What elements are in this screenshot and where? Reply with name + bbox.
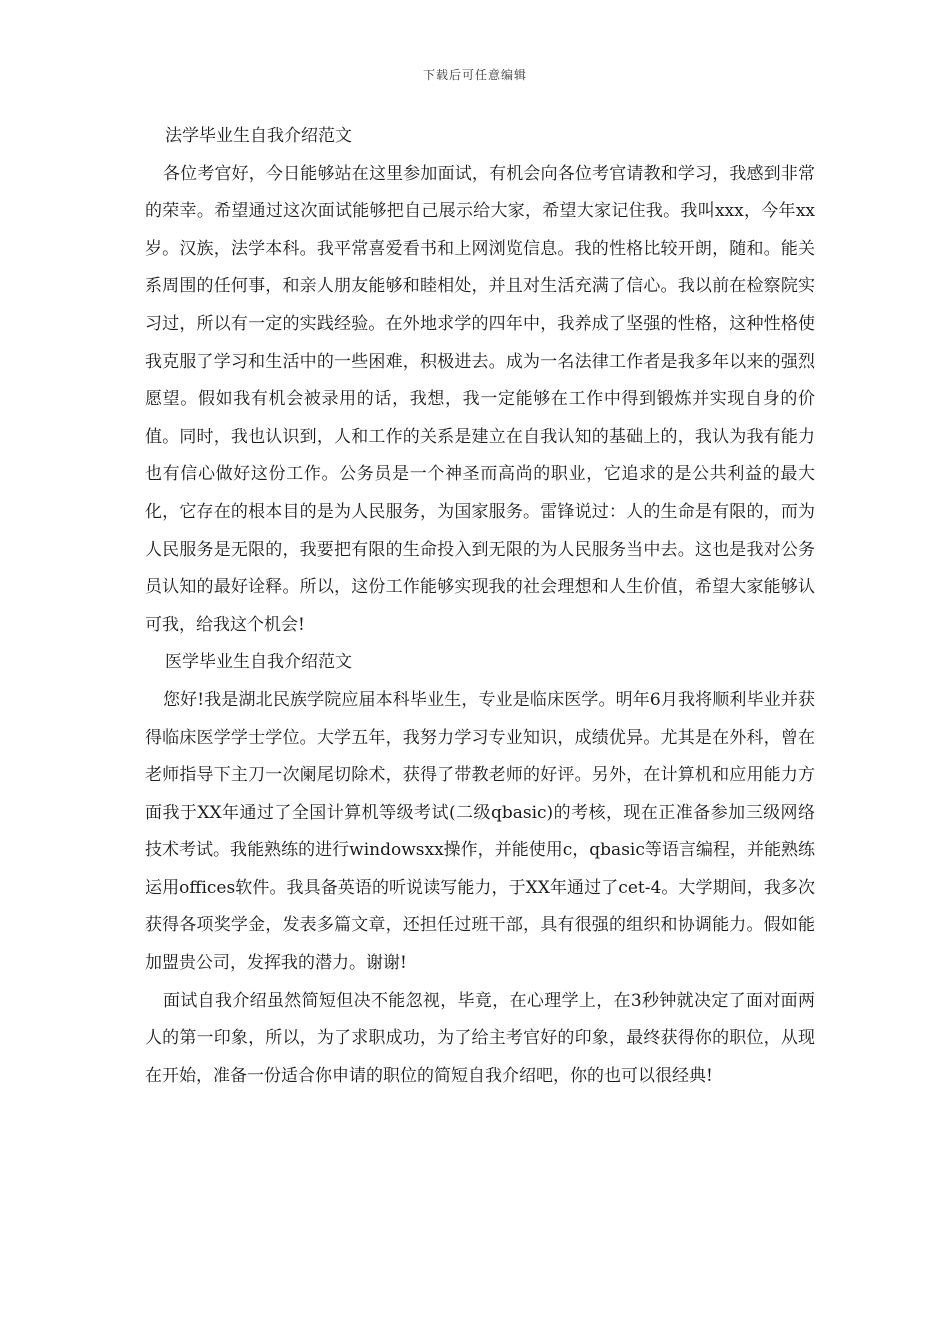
law-section-title: 法学毕业生自我介绍范文 (165, 126, 352, 146)
medical-section-title: 医学毕业生自我介绍范文 (165, 652, 352, 673)
closing-paragraph: 面试自我介绍虽然简短但决不能忽视，毕竟，在心理学上，在3秒钟就决定了面对面两人的第一印象，所以，为了求职成功，为了给主考官好的印象，最终获得你的职位，从现在开始，准备一份适合你申请的职位的简短自我介绍吧，你的也可以很经典! (145, 990, 815, 1086)
law-section-paragraph: 各位考官好，今日能够站在这里参加面试，有机会向各位考官请教和学习，我感到非常的荣幸。希望通过这次面试能够把自己展示给大家，希望大家记住我。我叫xxx，今年xx岁。汉族，法学本科。我平常喜爱看书和上网浏览信息。我的性格比较开朗，随和。能关系周围的任何事，和亲人朋友能够和睦相处，并且对生活充满了信心。我以前在检察院实习过，所以有一定的实践经验。在外地求学的四年中，我养成了坚强的性格，这种性格使我克服了学习和生活中的一些困难，积极进去。成为一名法律工作者是我多年以来的强烈愿望。假如我有机会被录用的话，我想，我一定能够在工作中得到锻炼并实现自身的价值。同时，我也认识到，人和工作的关系是建立在自我认知的基础上的，我认为我有能力也有信心做好这份工作。公务员是一个神圣而高尚的职业，它追求的是公共利益的最大化，它存在的根本目的是为人民服务，为国家服务。雷锋说过：人的生命是有限的，而为人民服务是无限的，我要把有限的生命投入到无限的为人民服务当中去。这也是我对公务员认知的最好诠释。所以，这份工作能够实现我的社会理想和人生价值，希望大家能够认可我，给我这个机会! (145, 163, 815, 635)
download-note: 下载后可任意编辑 (422, 68, 527, 82)
document-body (145, 118, 815, 1095)
medical-section-paragraph: 您好!我是湖北民族学院应届本科毕业生，专业是临床医学。明年6月我将顺利毕业并获得临床医学学士学位。大学五年，我努力学习专业知识，成绩优异。尤其是在外科，曾在老师指导下主刀一次阑尾切除术，获得了带教老师的好评。另外，在计算机和应用能力方面我于XX年通过了全国计算机等级考试(二级qbasic)的考核，现在正准备参加三级网络技术考试。我能熟练的进行windowsxx操作，并能使用c，qbasic等语言编程，并能熟练运用offices软件。我具备英语的听说读写能力，于XX年通过了cet-4。大学期间，我多次获得各项奖学金，发表多篇文章，还担任过班干部，具有很强的组织和协调能力。假如能加盟贵公司，发挥我的潜力。谢谢! (145, 689, 815, 974)
